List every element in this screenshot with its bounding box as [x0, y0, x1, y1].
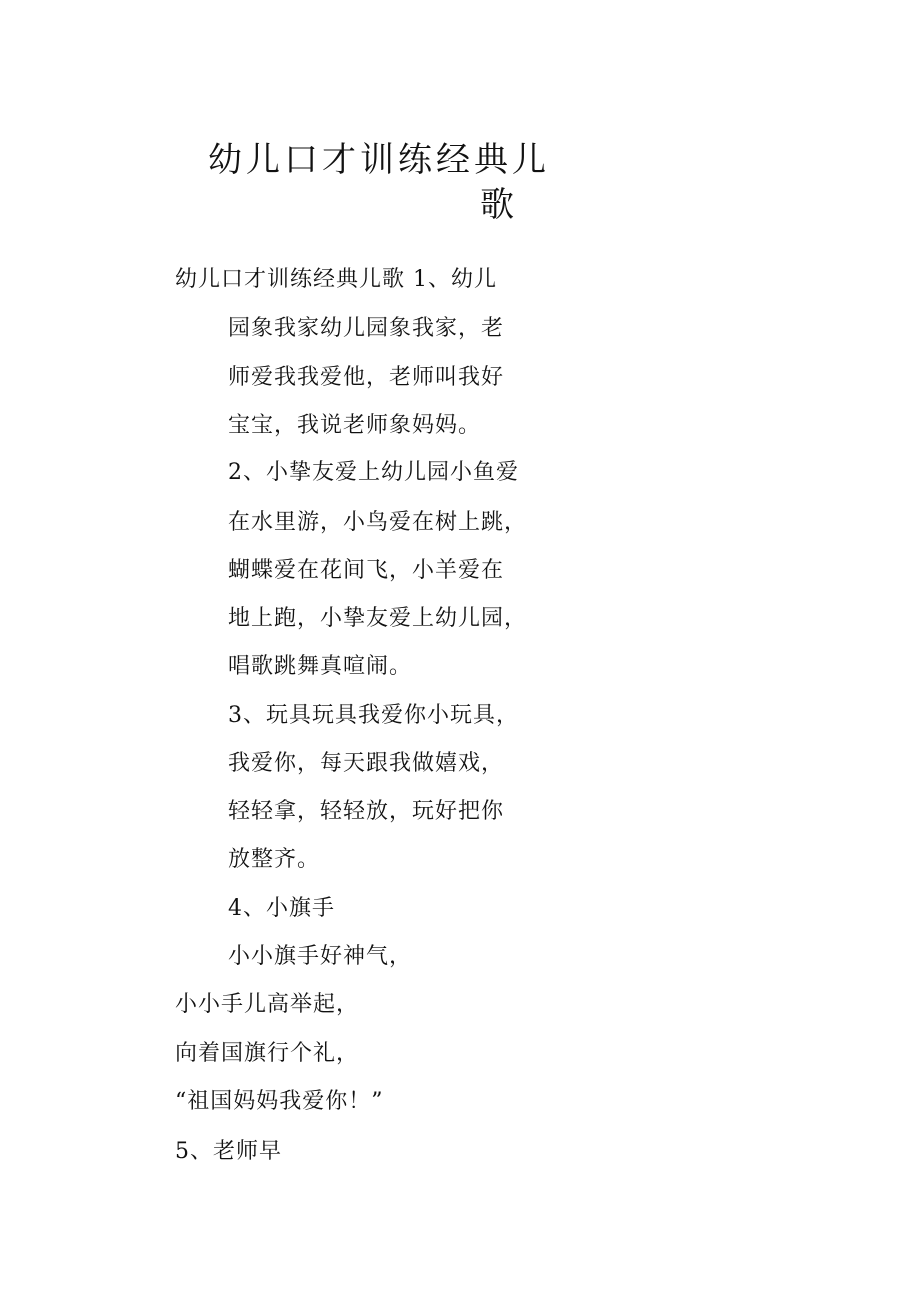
- body-line-6: 在水里游，小鸟爱在树上跳，: [228, 510, 528, 535]
- body-line-10: 3、玩具玩具我爱你小玩具，: [228, 703, 519, 728]
- body-line-1: 幼儿口才训练经典儿歌 1、幼儿: [175, 267, 497, 292]
- body-line-4: 宝宝，我说老师象妈妈。: [228, 413, 482, 438]
- body-line-5: 2、小挚友爱上幼儿园小鱼爱: [228, 460, 519, 485]
- body-line-13: 放整齐。: [228, 847, 321, 872]
- body-line-11: 我爱你，每天跟我做嬉戏，: [228, 751, 505, 776]
- body-line-2: 园象我家幼儿园象我家，老: [228, 316, 505, 341]
- body-line-8: 地上跑，小挚友爱上幼儿园，: [228, 606, 528, 631]
- body-line-7: 蝴蝶爱在花间飞，小羊爱在: [228, 558, 505, 583]
- body-line-15: 小小旗手好神气，: [228, 944, 413, 969]
- body-line-14: 4、小旗手: [228, 896, 335, 921]
- body-line-17: 向着国旗行个礼，: [175, 1041, 360, 1066]
- body-line-18: “祖国妈妈我爱你！”: [175, 1089, 384, 1114]
- body-line-3: 师爱我我爱他，老师叫我好: [228, 365, 505, 390]
- document-title-line-1: 幼儿口才训练经典儿: [208, 140, 550, 180]
- body-line-16: 小小手儿高举起，: [175, 992, 360, 1017]
- body-line-19: 5、老师早: [175, 1139, 282, 1164]
- body-line-12: 轻轻拿，轻轻放，玩好把你: [228, 799, 505, 824]
- document-title-line-2: 歌: [480, 185, 518, 225]
- body-line-9: 唱歌跳舞真喧闹。: [228, 654, 413, 679]
